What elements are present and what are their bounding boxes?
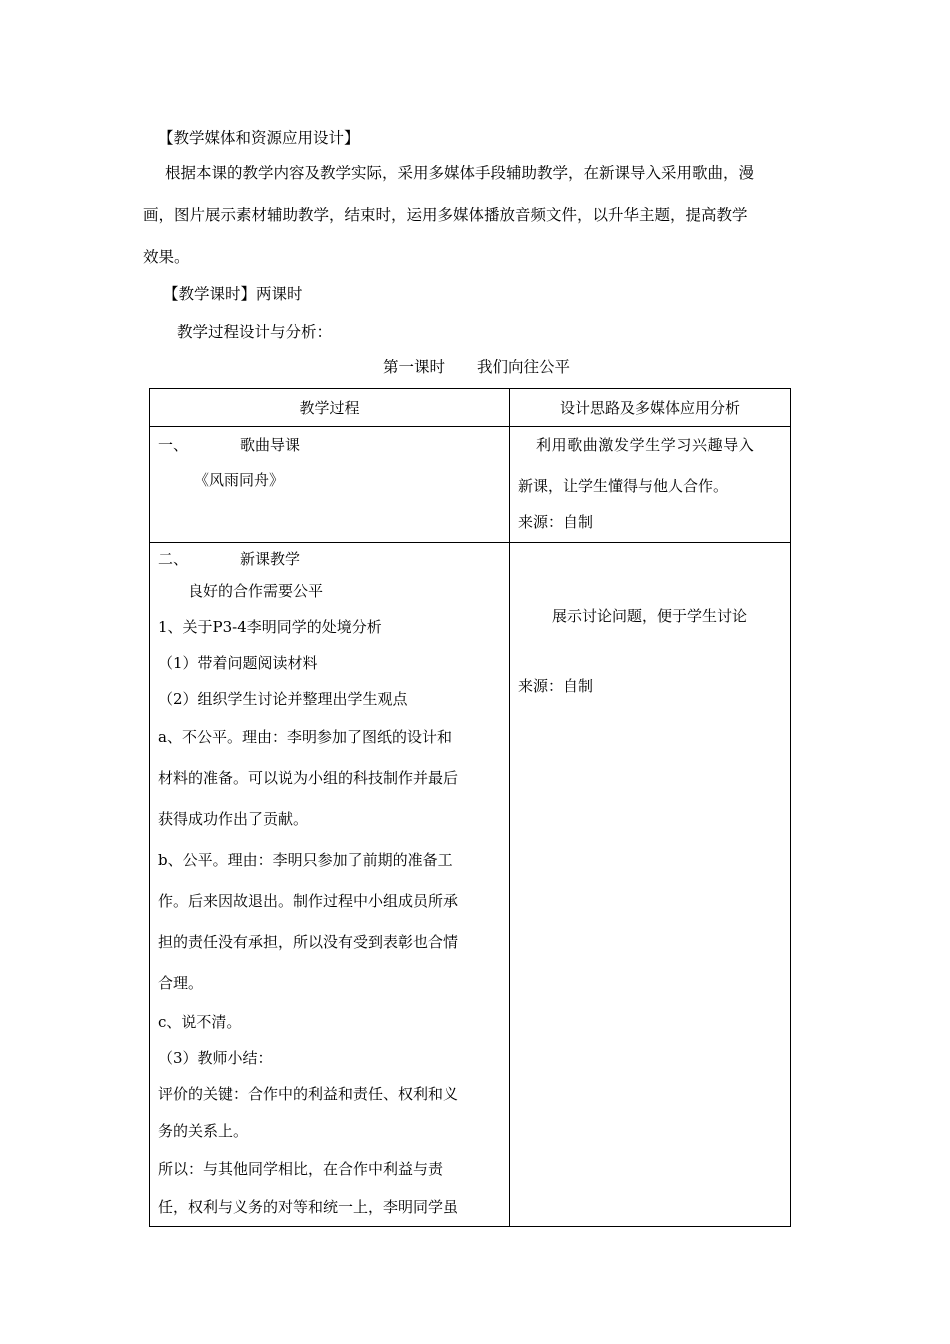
row2-item: 获得成功作出了贡献。	[158, 810, 309, 828]
row2-item: 担的责任没有承担，所以没有受到表彰也合情	[158, 933, 459, 951]
row2-heading: 二、 新课教学	[158, 550, 301, 568]
row2-analysis-line: 展示讨论问题，便于学生讨论	[552, 607, 748, 625]
row2-item: 任，权利与义务的对等和统一上，李明同学虽	[158, 1198, 459, 1216]
header-design-analysis: 设计思路及多媒体应用分析	[510, 389, 791, 427]
media-paragraph	[143, 152, 803, 278]
row2-item: （3）教师小结：	[158, 1049, 273, 1067]
media-heading: 【教学媒体和资源应用设计】	[158, 129, 360, 147]
table-header-row	[150, 389, 791, 427]
row2-item: 评价的关键：合作中的利益和责任、权利和义	[158, 1085, 459, 1103]
header-teaching-process: 教学过程	[150, 389, 510, 427]
row2-item: 所以：与其他同学相比，在合作中利益与责	[158, 1160, 444, 1178]
row2-source: 来源：自制	[518, 677, 594, 695]
row2-item: a、不公平。理由：李明参加了图纸的设计和	[158, 728, 452, 746]
media-line-2: 画，图片展示素材辅助教学，结束时，运用多媒体播放音频文件，以升华主题，提高教学	[143, 206, 748, 224]
row1-process-cell	[150, 427, 510, 543]
row2-item: 材料的准备。可以说为小组的科技制作并最后	[158, 769, 459, 787]
lesson-table	[149, 388, 791, 1227]
lesson-title	[383, 355, 570, 377]
table-row	[150, 427, 791, 543]
row1-heading: 一、 歌曲导课	[158, 436, 301, 454]
lesson-title-part1: 第一课时	[383, 358, 446, 376]
row2-item: 1、关于P3-4李明同学的处境分析	[158, 618, 382, 636]
row1-song: 《风雨同舟》	[194, 471, 285, 489]
row1-analysis-line-2: 新课，让学生懂得与他人合作。	[518, 477, 729, 495]
lesson-title-part2: 我们向往公平	[477, 358, 571, 376]
media-line-1: 根据本课的教学内容及教学实际，采用多媒体手段辅助教学，在新课导入采用歌曲，漫	[165, 164, 755, 182]
class-hours: 【教学课时】两课时	[163, 285, 303, 303]
row2-item: （2）组织学生讨论并整理出学生观点	[158, 690, 408, 708]
media-line-3: 效果。	[143, 248, 190, 266]
row1-source: 来源：自制	[518, 513, 594, 531]
row2-analysis-cell	[510, 543, 791, 1227]
table-row	[150, 543, 791, 1227]
row2-item: 合理。	[158, 974, 204, 992]
row2-item: c、说不清。	[158, 1013, 242, 1031]
row2-item: （1）带着问题阅读材料	[158, 654, 318, 672]
row2-item: 务的关系上。	[158, 1122, 249, 1140]
row2-item: 作。后来因故退出。制作过程中小组成员所承	[158, 892, 459, 910]
row2-subheading: 良好的合作需要公平	[188, 582, 324, 600]
process-intro: 教学过程设计与分析：	[177, 323, 333, 341]
row1-analysis-cell	[510, 427, 791, 543]
row2-item: b、公平。理由：李明只参加了前期的准备工	[158, 851, 453, 869]
row1-analysis-line-1: 利用歌曲激发学生学习兴趣导入	[536, 436, 755, 454]
row2-process-cell	[150, 543, 510, 1227]
